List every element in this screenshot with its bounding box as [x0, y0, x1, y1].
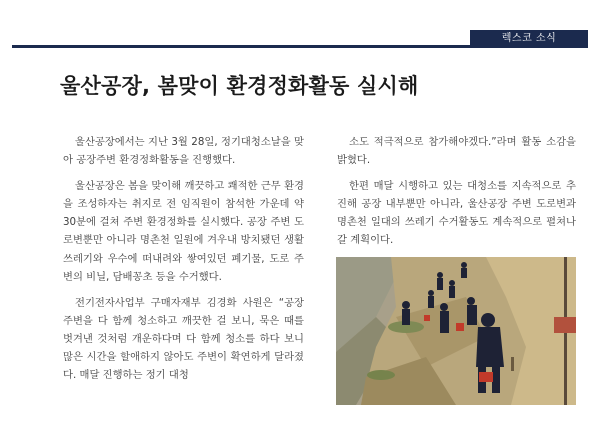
- photo-illustration: [336, 257, 576, 405]
- cleanup-photo: [336, 257, 576, 405]
- paragraph: 전기전자사업부 구매자재부 김경화 사원은 “공장 주변을 다 함께 청소하고 깨끗한 걸 보니, 묵은 때를 벗겨낸 것처럼 개운하다며 다 함께 청소를 하다 보니 많은 시간을 할애하지 않아도 주변이 확연하게 달라졌다. 매달 진행하는 정기 대청: [63, 296, 304, 382]
- article-headline: 울산공장, 봄맞이 환경정화활동 실시해: [60, 74, 419, 98]
- paragraph: 한편 매달 시행하고 있는 대청소를 지속적으로 추진해 공장 내부뿐만 아니라, 울산공장 주변 도로변과 명촌천 일대의 쓰레기 수거활동도 계속적으로 펼쳐나갈 계획이다.: [337, 180, 576, 247]
- section-label: 렉스코 소식: [470, 30, 588, 47]
- right-column: [337, 133, 576, 258]
- paragraph: 소도 적극적으로 참가해야겠다.”라며 활동 소감을 밝혔다.: [337, 136, 576, 167]
- paragraph: 울산공장은 봄을 맞이해 깨끗하고 쾌적한 근무 환경을 조성하자는 취지로 전 임직원이 참석한 가운데 약 30분에 걸쳐 주변 환경정화를 실시했다. 공장 주변 도로변뿐만 아니라 명촌천 일원에 겨우내 방치됐던 생활쓰레기와 우수에 떠내려와 쌓여있던 폐기물, 도로 주변의 비닐, 담배꽁초 등을 수거했다.: [63, 180, 304, 283]
- left-column: [63, 133, 304, 392]
- paragraph: 울산공장에서는 지난 3월 28일, 정기대청소날을 맞아 공장주변 환경정화활동을 진행했다.: [63, 136, 304, 167]
